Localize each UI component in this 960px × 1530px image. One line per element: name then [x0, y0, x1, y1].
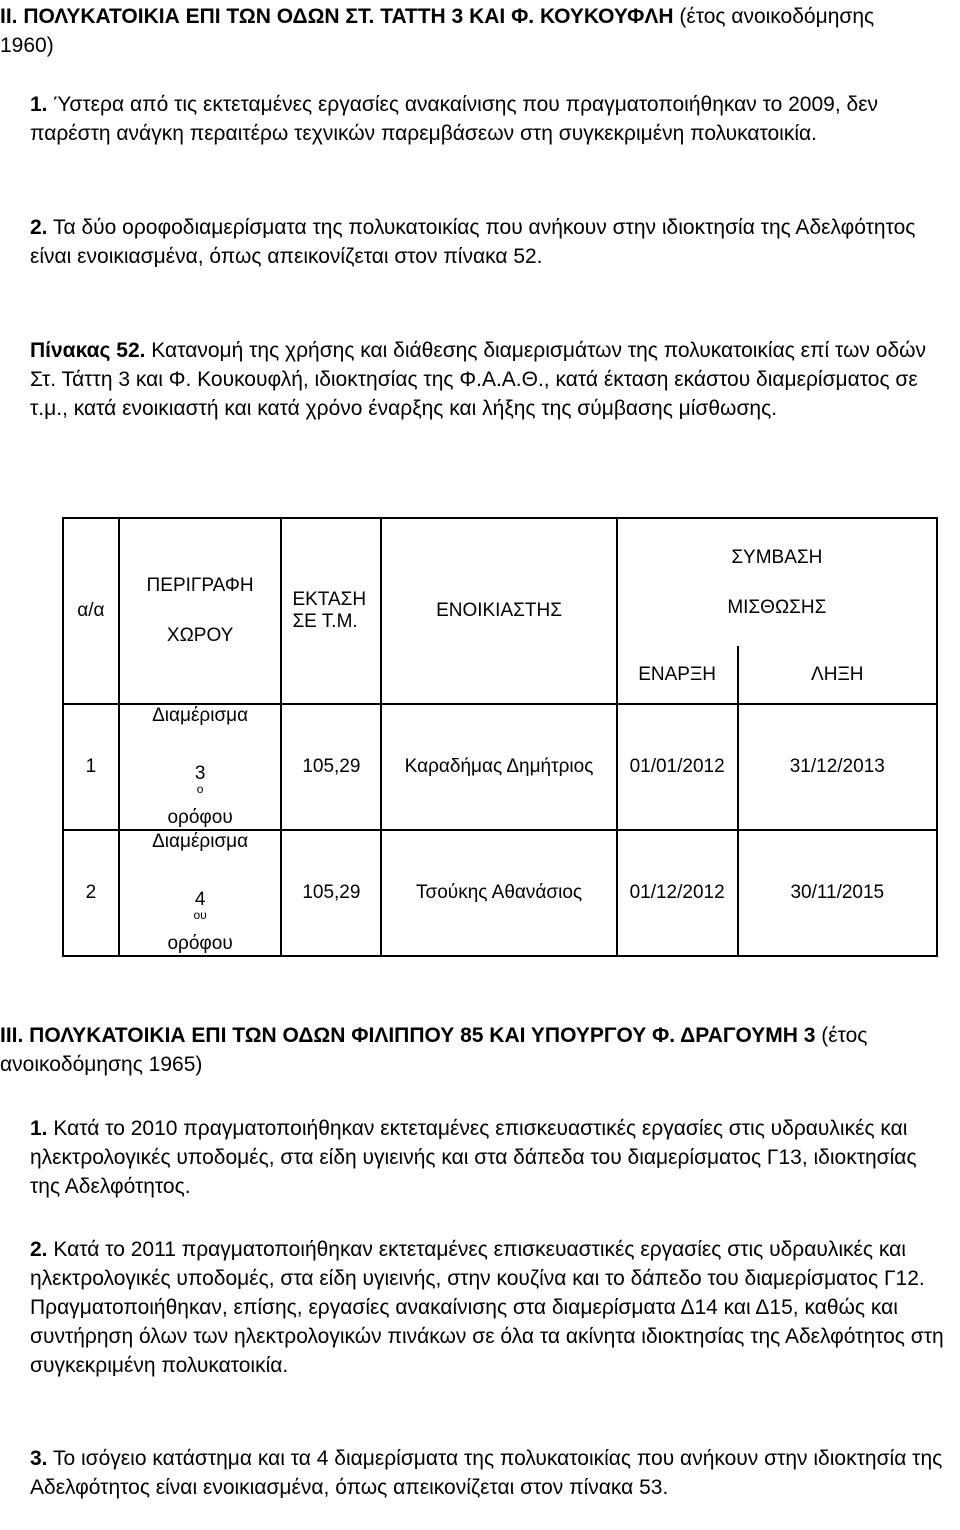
col-header-aa: α/α	[63, 518, 119, 704]
col-header-contract: ΣΥΜΒΑΣΗ ΜΙΣΘΩΣΗΣ	[617, 518, 937, 646]
section-2-item-1: 1. Ύστερα από τις εκτεταμένες εργασίες ανακαίνισης που πραγματοποιήθηκαν το 2009, δεν παρέστη ανάγκη περαιτέρω τεχνικών παρεμβάσεων στη συγκεκριμένη πολυκατοικία.	[30, 93, 879, 145]
section-2-heading: ΙΙ. ΠΟΛΥΚΑΤΟΙΚΙΑ ΕΠΙ ΤΩΝ ΟΔΩΝ ΣΤ. ΤΑΤΤΗ 3 ΚΑΙ Φ. ΚΟΥΚΟΥΦΛΗ (έτος ανοικοδόμησης 1960)	[0, 5, 875, 57]
col-header-start: ΕΝΑΡΞΗ	[617, 646, 738, 704]
cell-area: 105,29	[281, 704, 381, 830]
cell-area: 105,29	[281, 830, 381, 956]
table-row	[63, 704, 937, 830]
section-3-item-1: 1. Κατά το 2010 πραγματοποιήθηκαν εκτεταμένες επισκευαστικές εργασίες στις υδραυλικές και ηλεκτρολογικές υποδομές, στα είδη υγιεινής και στα δάπεδα του διαμερίσματος Γ13, ιδιοκτησίας της Αδελφότητος.	[30, 1117, 917, 1198]
col-header-area: ΕΚΤΑΣΗ ΣΕ Τ.Μ.	[281, 518, 381, 704]
table-52-caption: Πίνακας 52. Κατανομή της χρήσης και διάθεσης διαμερισμάτων της πολυκατοικίας επί των οδών Στ. Τάττη 3 και Φ. Κουκουφλή, ιδιοκτησίας της Φ.Α.Α.Θ., κατά έκταση εκάστου διαμερίσματος σε τ.μ., κατά ενοικιαστή και κατά χρόνο έναρξης και λήξης της σύμβασης μίσθωσης.	[30, 339, 927, 420]
cell-tenant: Καραδήμας Δημήτριος	[381, 704, 616, 830]
section-3-item-3: 3. Το ισόγειο κατάστημα και τα 4 διαμερίσματα της πολυκατοικίας που ανήκουν στην ιδιοκτησία της Αδελφότητος είναι ενοικιασμένα, όπως απεικονίζεται στον πίνακα 53.	[30, 1447, 943, 1499]
cell-aa: 1	[63, 704, 119, 830]
cell-aa: 2	[63, 830, 119, 956]
cell-start: 01/01/2012	[617, 704, 738, 830]
col-header-tenant: ΕΝΟΙΚΙΑΣΤΗΣ	[381, 518, 616, 704]
cell-description: Διαμέρισμα 3 $^o$ ορόφου	[119, 704, 282, 830]
col-header-end: ΛΗΞΗ	[738, 646, 937, 704]
cell-tenant: Τσούκης Αθανάσιος	[381, 830, 616, 956]
section-2-item-2: 2. Τα δύο οροφοδιαμερίσματα της πολυκατοικίας που ανήκουν στην ιδιοκτησία της Αδελφότητος είναι ενοικιασμένα, όπως απεικονίζεται στον πίνακα 52.	[30, 216, 916, 268]
lease-table	[62, 517, 938, 957]
cell-end: 31/12/2013	[738, 704, 937, 830]
col-header-description: ΠΕΡΙΓΡΑΦΗ ΧΩΡΟΥ	[119, 518, 282, 704]
cell-start: 01/12/2012	[617, 830, 738, 956]
cell-description: Διαμέρισμα 4 $^{o\upsilon}$ ορόφου	[119, 830, 282, 956]
section-3-heading: ΙΙΙ. ΠΟΛΥΚΑΤΟΙΚΙΑ ΕΠΙ ΤΩΝ ΟΔΩΝ ΦΙΛΙΠΠΟΥ 85 ΚΑΙ ΥΠΟΥΡΓΟΥ Φ. ΔΡΑΓΟΥΜΗ 3 (έτος ανοικοδόμησης 1965)	[0, 1024, 868, 1076]
cell-end: 30/11/2015	[738, 830, 937, 956]
table-row	[63, 830, 937, 956]
section-3-item-2: 2. Κατά το 2011 πραγματοποιήθηκαν εκτεταμένες επισκευαστικές εργασίες στις υδραυλικές και ηλεκτρολογικές υποδομές, στα είδη υγιεινής, στην κουζίνα και το δάπεδο του διαμερίσματος Γ12. Πραγματοποιήθηκαν, επίσης, εργασίες ανακαίνισης στα διαμερίσματα Δ14 και Δ15, καθώς και συντήρηση όλων των ηλεκτρολογικών πινάκων σε όλα τα ακίνητα ιδιοκτησίας της Αδελφότητος στη συγκεκριμένη πολυκατοικία.	[30, 1238, 944, 1377]
